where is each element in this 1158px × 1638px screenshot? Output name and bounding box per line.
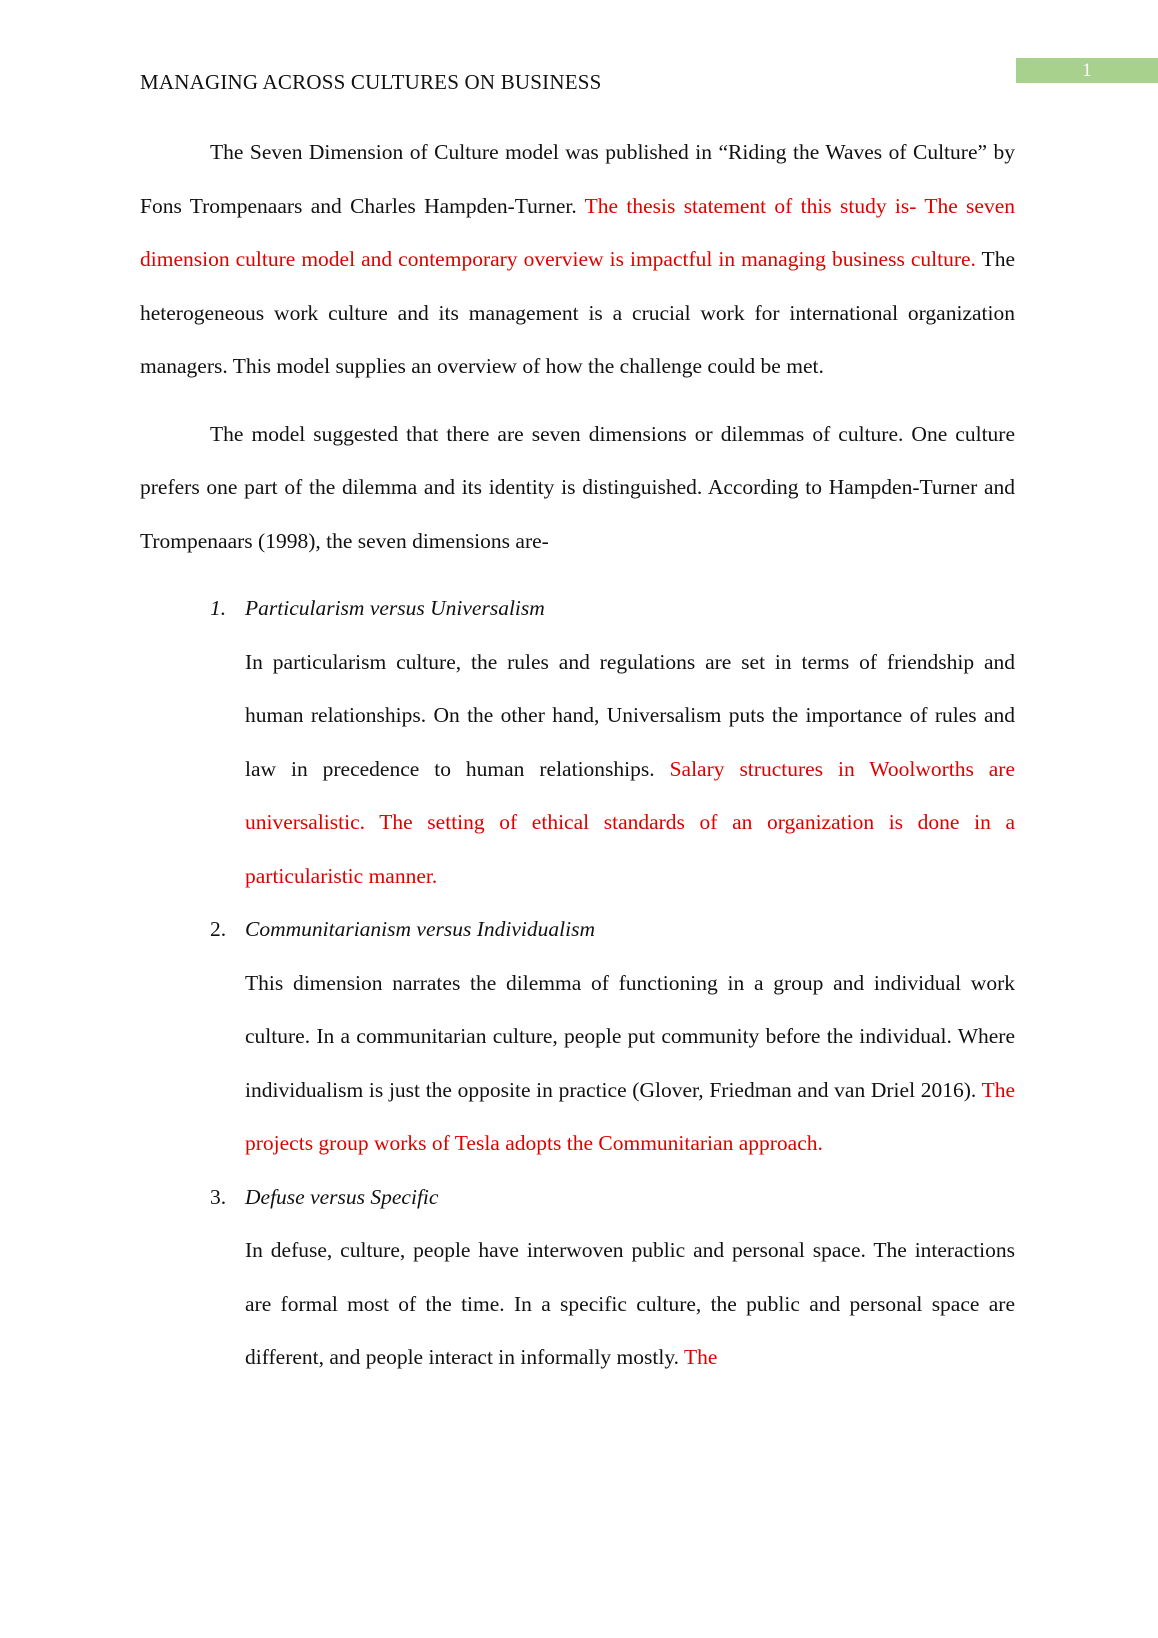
list-paragraph xyxy=(245,636,1015,904)
list-number: 3. xyxy=(210,1184,227,1209)
list-title: Communitarianism versus Individualism xyxy=(245,917,595,941)
list-title: Defuse versus Specific xyxy=(245,1184,439,1209)
paragraph-text: The model suggested that there are seven dimensions or dilemmas of culture. One culture prefers one part of the dilemma and its identity is distinguished. According to Hampden-Turner and Trompenaars (1998), the seven dimensions are- xyxy=(140,421,1015,553)
list-paragraph xyxy=(245,957,1015,1171)
list-paragraph xyxy=(245,1224,1015,1385)
paragraph-intro xyxy=(140,126,1015,394)
document-body xyxy=(140,126,1015,1385)
list-item-particularism xyxy=(140,582,1015,903)
list-number: 2. xyxy=(210,917,227,941)
list-text: In particularism culture, the rules and regulations are set in terms of friendship and human relationships. On the other hand, Universalism puts the importance of rules and law in precedence to human relationships. xyxy=(245,649,1015,781)
thesis-statement: The thesis statement of this study is- The seven dimension culture model and contemporary overview is impactful in managing business culture. xyxy=(140,193,1016,271)
list-item-communitarianism xyxy=(140,903,1015,1171)
list-highlight: The xyxy=(684,1345,718,1369)
paragraph-dimensions xyxy=(140,408,1015,569)
list-item-defuse xyxy=(140,1171,1015,1385)
list-text: This dimension narrates the dilemma of functioning in a group and individual work culture. In a communitarian culture, people put community before the individual. Where individualism is just the opposite in practice (Glover, Friedman and van Driel 2016). xyxy=(245,970,1015,1102)
list-number: 1. xyxy=(210,596,227,620)
list-highlight: The projects group works of Tesla adopts the Communitarian approach. xyxy=(245,1077,1015,1155)
running-head: MANAGING ACROSS CULTURES ON BUSINESS xyxy=(140,70,602,94)
page-number: 1 xyxy=(1016,58,1158,83)
paragraph-text: The heterogeneous work culture and its management is a crucial work for international organization managers. This model supplies an overview of how the challenge could be met. xyxy=(140,247,1015,378)
paragraph-text: The Seven Dimension of Culture model was published in “Riding the Waves of Culture” by Fons Trompenaars and Charles Hampden-Turner. xyxy=(140,140,1015,218)
list-highlight: Salary structures in Woolworths are universalistic. The setting of ethical standards of an organization is done in a particularistic manner. xyxy=(245,756,1016,888)
list-title: Particularism versus Universalism xyxy=(245,596,545,620)
list-text: In defuse, culture, people have interwoven public and personal space. The interactions are formal most of the time. In a specific culture, the public and personal space are different, and people interact in informally mostly. xyxy=(245,1238,1015,1369)
